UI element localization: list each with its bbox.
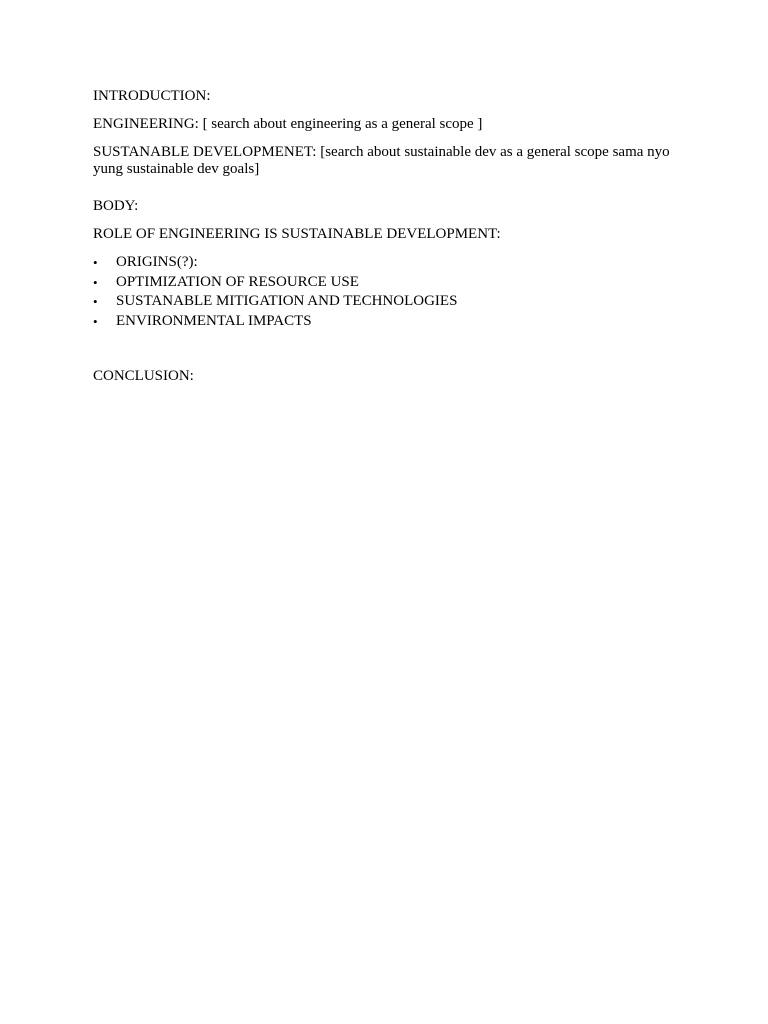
conclusion-heading: CONCLUSION: [93,368,194,384]
list-item [93,274,673,294]
bullet-icon: • [93,294,98,310]
list-item [93,293,673,313]
list-item [93,254,673,274]
bullet-icon: • [93,274,98,290]
list-item-text: OPTIMIZATION OF RESOURCE USE [116,273,359,290]
list-item-text: SUSTANABLE MITIGATION AND TECHNOLOGIES [116,293,458,310]
list-item-text: ENVIRONMENTAL IMPACTS [116,312,312,329]
role-heading: ROLE OF ENGINEERING IS SUSTAINABLE DEVELOPMENT: [93,226,501,242]
bullet-list [93,254,673,332]
list-item [93,313,673,333]
introduction-heading: INTRODUCTION: [93,88,211,104]
engineering-paragraph: ENGINEERING: [ search about engineering as a general scope ] [93,116,483,132]
body-heading: BODY: [93,198,139,214]
bullet-icon: • [93,255,98,270]
bullet-icon: • [93,313,98,329]
list-item-text: ORIGINS(?): [116,254,198,270]
sustainable-development-paragraph: SUSTANABLE DEVELOPMENET: [search about sustainable dev as a general scope sama nyo yung sustainable dev goals] [93,144,670,177]
